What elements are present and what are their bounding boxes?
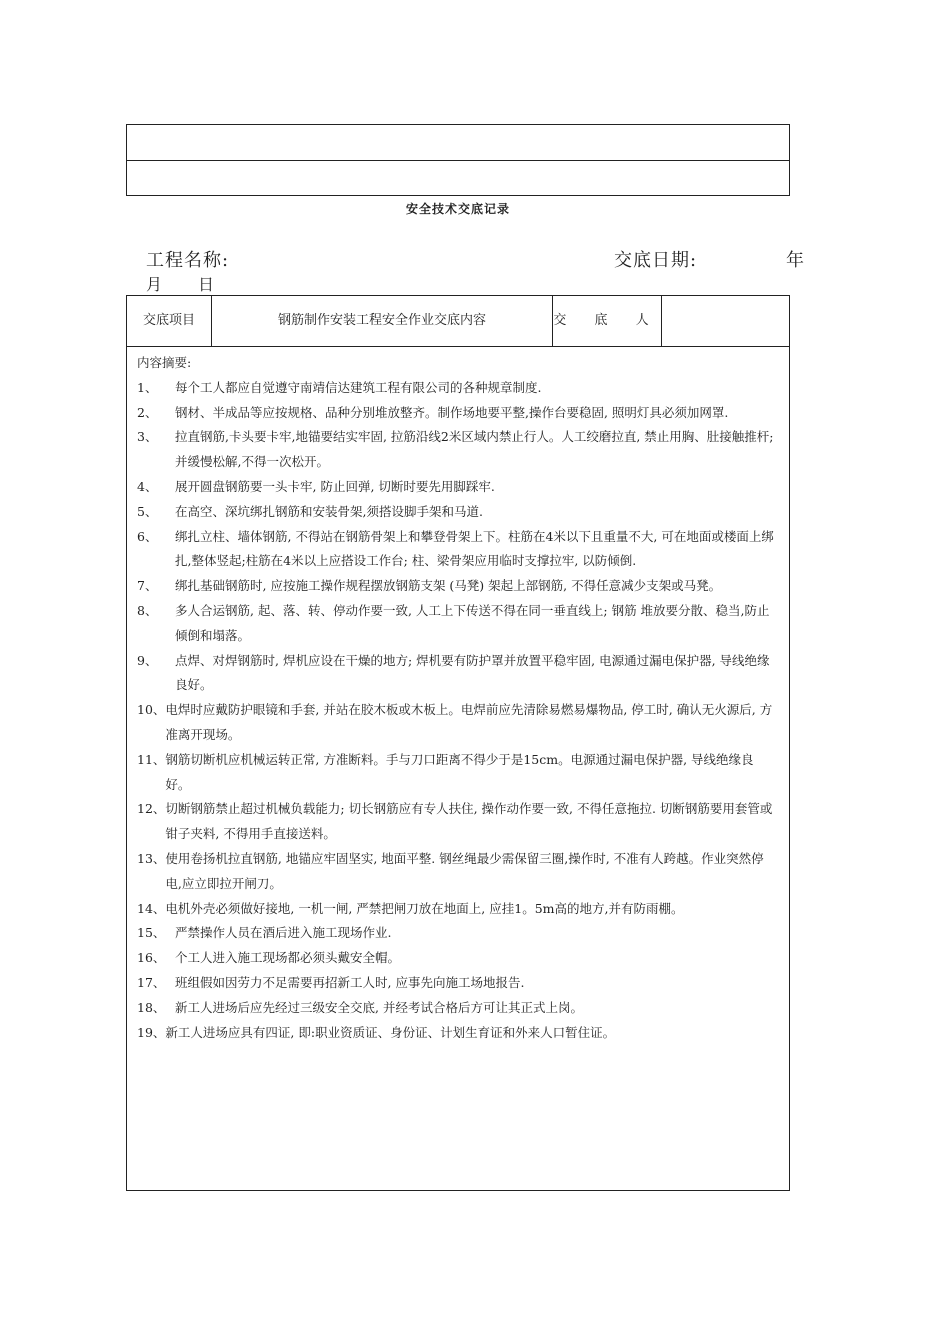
month-label: 月	[146, 275, 163, 294]
date-label: 交底日期:	[614, 250, 698, 271]
list-item-text: 每个工人都应自觉遵守南靖信达建筑工程有限公司的各种规章制度.	[175, 379, 542, 395]
list-item-number: 4、	[137, 478, 158, 494]
list-item	[137, 897, 777, 922]
list-item	[137, 797, 777, 847]
rules-list	[137, 376, 777, 1046]
list-item	[137, 1021, 777, 1046]
day-label: 日	[198, 275, 215, 294]
list-item-number: 2、	[137, 404, 158, 420]
list-item-number: 15、	[137, 925, 166, 941]
list-item-number: 5、	[137, 503, 158, 519]
list-item	[137, 376, 777, 401]
top-blank-table	[126, 124, 790, 196]
list-item-text: 电机外壳必须做好接地, 一机一闸, 严禁把闸刀放在地面上, 应挂1。5m高的地方,并有防雨棚。	[165, 900, 684, 916]
list-item	[137, 649, 777, 699]
list-item	[137, 425, 777, 475]
list-item-text: 电焊时应戴防护眼镜和手套, 并站在胶木板或木板上。电焊前应先清除易燃易爆物品, 停工时, 确认无火源后, 方准离开现场。	[165, 702, 773, 742]
list-item-number: 7、	[137, 578, 158, 594]
list-item-text: 钢材、半成品等应按规格、品种分别堆放整齐。制作场地要平整,操作台要稳固, 照明灯具必须加网罩.	[175, 404, 729, 420]
list-item-text: 班组假如因劳力不足需要再招新工人时, 应事先向施工场地报告.	[175, 974, 525, 990]
list-item	[137, 500, 777, 525]
list-item-number: 10、	[137, 702, 166, 718]
list-item-text: 切断钢筋禁止超过机械负载能力; 切长钢筋应有专人扶住, 操作动作要一致, 不得任意拖拉. 切断钢筋要用套管或钳子夹料, 不得用手直接送料。	[165, 801, 773, 842]
list-item	[137, 475, 777, 500]
list-item-text: 钢筋切断机应机械运转正常, 方准断料。手与刀口距离不得少于是15cm。电源通过漏电保护器, 导线绝缘良好。	[165, 751, 754, 792]
list-item-number: 19、	[137, 1024, 166, 1040]
list-item-number: 16、	[137, 950, 166, 966]
project-name-label: 工程名称:	[146, 250, 230, 271]
list-item-number: 9、	[137, 652, 158, 668]
list-item	[137, 599, 777, 649]
table-header-row	[127, 296, 789, 347]
document-title: 安全技术交底记录	[405, 202, 510, 216]
briefer-value	[662, 296, 788, 346]
list-item-number: 14、	[137, 900, 166, 916]
briefing-item-label: 交底项目	[127, 296, 212, 346]
list-item-number: 17、	[137, 974, 166, 990]
list-item-text: 使用卷扬机拉直钢筋, 地锚应牢固坚实, 地面平整. 钢丝绳最少需保留三圈,操作时, 不准有人跨越。作业突然停电,应立即拉开闸刀。	[165, 850, 764, 891]
list-item-text: 绑扎基础钢筋时, 应按施工操作规程摆放钢筋支架 (马凳) 架起上部钢筋, 不得任意减少支架或马凳。	[175, 578, 722, 594]
list-item-text: 点焊、对焊钢筋时, 焊机应设在干燥的地方; 焊机要有防护罩并放置平稳牢固, 电源通过漏电保护器, 导线绝缘良好。	[175, 652, 770, 693]
list-item	[137, 971, 777, 996]
list-item	[137, 698, 777, 748]
list-item-text: 个工人进入施工现场都必须头戴安全帽。	[175, 950, 401, 966]
list-item	[137, 847, 777, 897]
list-item-text: 在高空、深坑绑扎钢筋和安装骨架,须搭设脚手架和马道.	[175, 503, 483, 519]
list-item-text: 新工人进场应具有四证, 即:职业资质证、身份证、计划生育证和外来人口暂住证。	[165, 1024, 616, 1040]
list-item	[137, 996, 777, 1021]
list-item-number: 11、	[137, 751, 166, 767]
briefing-table	[126, 295, 790, 1191]
list-item-number: 13、	[137, 850, 166, 866]
list-item	[137, 574, 777, 599]
top-table-divider	[127, 160, 789, 161]
summary-label: 内容摘要:	[137, 355, 192, 370]
list-item	[137, 525, 777, 575]
list-item-number: 3、	[137, 429, 158, 445]
list-item	[137, 921, 777, 946]
list-item-text: 拉直钢筋,卡头要卡牢,地锚要结实牢固, 拉筋沿线2米区域内禁止行人。人工绞磨拉直, 禁止用胸、肚接触推杆; 并缓慢松解,不得一次松开。	[175, 429, 774, 470]
list-item	[137, 748, 777, 798]
briefer-label: 交 底 人	[553, 296, 662, 346]
list-item-number: 18、	[137, 999, 166, 1015]
year-label: 年	[786, 250, 805, 271]
list-item	[137, 401, 777, 426]
list-item-number: 12、	[137, 801, 166, 817]
list-item-text: 绑扎立柱、墙体钢筋, 不得站在钢筋骨架上和攀登骨架上下。柱筋在4米以下且重量不大, 可在地面或楼面上绑扎,整体竖起;柱筋在4米以上应搭设工作台; 柱、梁骨架应用临时支撑拉牢, 以防倾倒.	[175, 528, 774, 569]
list-item-number: 6、	[137, 528, 158, 544]
content-summary	[127, 347, 789, 1045]
list-item-text: 严禁操作人员在酒后进入施工现场作业.	[175, 925, 392, 941]
list-item-number: 8、	[137, 602, 158, 618]
briefing-item-value: 钢筋制作安装工程安全作业交底内容	[212, 296, 553, 346]
month-day-row	[146, 272, 250, 295]
list-item-text: 新工人进场后应先经过三级安全交底, 并经考试合格后方可让其正式上岗。	[175, 999, 583, 1015]
list-item-number: 1、	[137, 379, 158, 395]
list-item-text: 展开圆盘钢筋要一头卡牢, 防止回弹, 切断时要先用脚踩牢.	[175, 478, 495, 494]
list-item-text: 多人合运钢筋, 起、落、转、停动作要一致, 人工上下传送不得在同一垂直线上; 钢筋 堆放要分散、稳当,防止倾倒和塌落。	[175, 602, 770, 643]
list-item	[137, 946, 777, 971]
